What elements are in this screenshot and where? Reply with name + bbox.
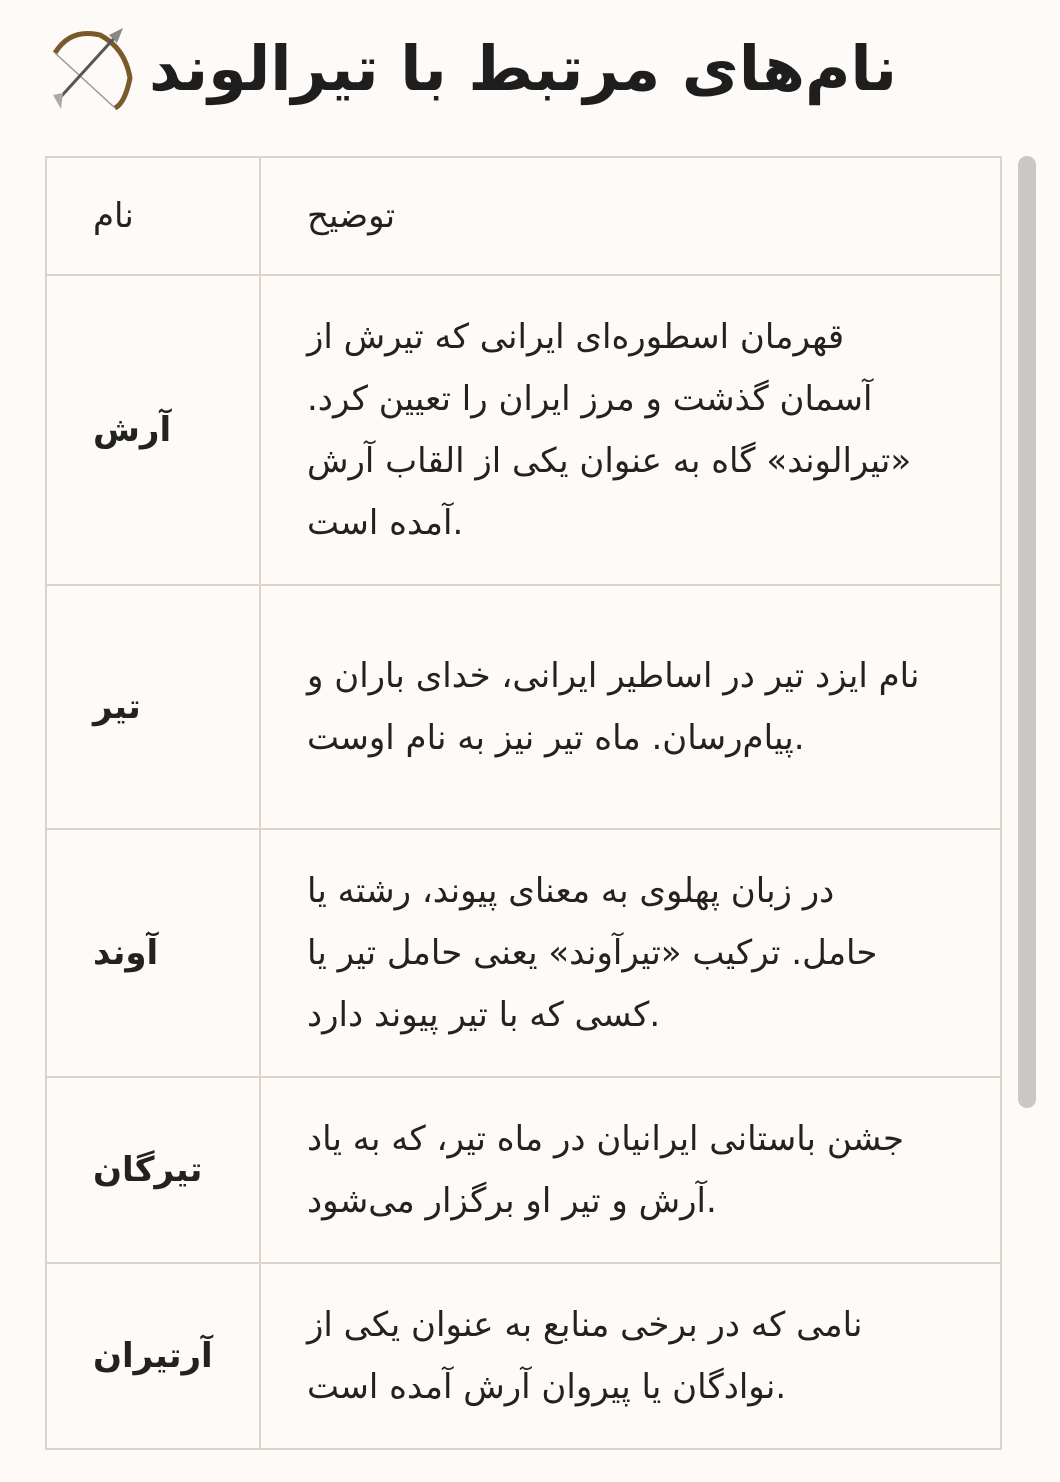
table-row <box>46 585 1001 829</box>
page-title <box>45 18 897 118</box>
table-row <box>46 1263 1001 1449</box>
table-header-row <box>46 157 1001 275</box>
bow-and-arrow-icon <box>45 23 135 113</box>
page-heading: نام‌های مرتبط با تیرالوند <box>149 31 897 105</box>
row-description: در زبان پهلوی به معنای پیوند، رشته یا حامل. ترکیب «تیرآوند» یعنی حامل تیر یا کسی که با تیر پیوند دارد. <box>260 829 1001 1077</box>
related-names-table <box>45 156 1002 1450</box>
header-description: توضیح <box>260 157 1001 275</box>
row-description: نامی که در برخی منابع به عنوان یکی از نوادگان یا پیروان آرش آمده است. <box>260 1263 1001 1449</box>
header-name: نام <box>46 157 260 275</box>
row-name: آرتیران <box>46 1263 260 1449</box>
row-description: قهرمان اسطوره‌ای ایرانی که تیرش از آسمان گذشت و مرز ایران را تعیین کرد. «تیرالوند» گاه به عنوان یکی از القاب آرش آمده است. <box>260 275 1001 585</box>
row-description: نام ایزد تیر در اساطیر ایرانی، خدای باران و پیام‌رسان. ماه تیر نیز به نام اوست. <box>260 585 1001 829</box>
row-name: تیر <box>46 585 260 829</box>
row-name: تیرگان <box>46 1077 260 1263</box>
table-row <box>46 829 1001 1077</box>
table-row <box>46 275 1001 585</box>
row-description: جشن باستانی ایرانیان در ماه تیر، که به یاد آرش و تیر او برگزار می‌شود. <box>260 1077 1001 1263</box>
row-name: آوند <box>46 829 260 1077</box>
table-row <box>46 1077 1001 1263</box>
vertical-scrollbar[interactable] <box>1018 156 1036 1108</box>
row-name: آرش <box>46 275 260 585</box>
